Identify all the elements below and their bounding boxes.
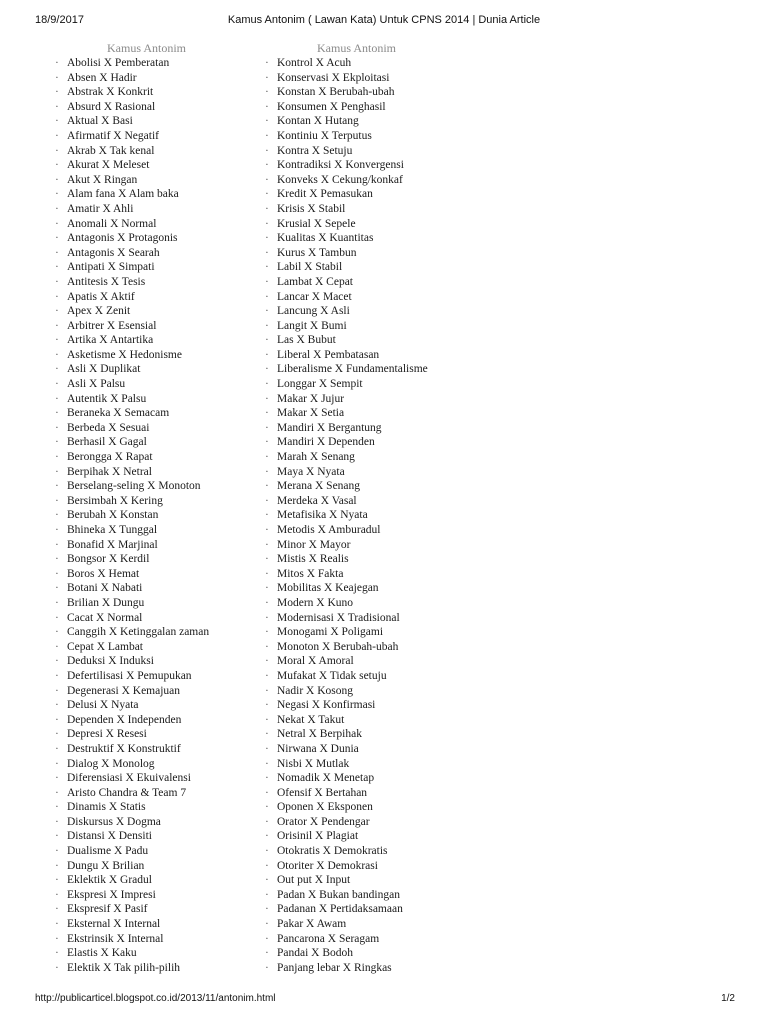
- antonym-entry: · Liberal X Pembatasan: [264, 348, 469, 363]
- antonym-entry: · Merdeka X Vasal: [264, 494, 469, 509]
- antonym-entry: · Krisis X Stabil: [264, 202, 469, 217]
- antonym-entry: · Bhineka X Tunggal: [54, 523, 259, 538]
- antonym-entry: · Monogami X Poligami: [264, 625, 469, 640]
- antonym-entry: · Eksternal X Internal: [54, 917, 259, 932]
- antonym-entry: · Mitos X Fakta: [264, 567, 469, 582]
- antonym-entry: · Mobilitas X Keajegan: [264, 581, 469, 596]
- page-number: 1/2: [721, 993, 735, 1004]
- antonym-entry: · Marah X Senang: [264, 450, 469, 465]
- antonym-entry: · Kontiniu X Terputus: [264, 129, 469, 144]
- antonym-entry: · Krusial X Sepele: [264, 217, 469, 232]
- antonym-entry: · Beraneka X Semacam: [54, 406, 259, 421]
- column-title: Kamus Antonim: [317, 41, 397, 55]
- antonym-entry: · Negasi X Konfirmasi: [264, 698, 469, 713]
- antonym-entry: · Makar X Setia: [264, 406, 469, 421]
- antonym-entry: · Antagonis X Protagonis: [54, 231, 259, 246]
- antonym-entry: · Metafisika X Nyata: [264, 508, 469, 523]
- antonym-entry: · Konsumen X Penghasil: [264, 100, 469, 115]
- antonym-entry: · Liberalisme X Fundamentalisme: [264, 362, 469, 377]
- antonym-entry: · Modernisasi X Tradisional: [264, 611, 469, 626]
- antonym-entry: · Kurus X Tambun: [264, 246, 469, 261]
- antonym-entry: · Dinamis X Statis: [54, 800, 259, 815]
- antonym-entry: · Deduksi X Induksi: [54, 654, 259, 669]
- antonym-entry: · Kontra X Setuju: [264, 144, 469, 159]
- antonym-entry: · Lancar X Macet: [264, 290, 469, 305]
- antonym-entry: · Delusi X Nyata: [54, 698, 259, 713]
- antonym-entry: · Makar X Jujur: [264, 392, 469, 407]
- antonym-entry: · Alam fana X Alam baka: [54, 187, 259, 202]
- antonym-entry: · Modern X Kuno: [264, 596, 469, 611]
- antonym-entry: · Ekstrinsik X Internal: [54, 932, 259, 947]
- antonym-entry: · Afirmatif X Negatif: [54, 129, 259, 144]
- antonym-entry: · Oponen X Eksponen: [264, 800, 469, 815]
- source-url: http://publicarticel.blogspot.co.id/2013/11/antonim.html: [35, 993, 276, 1004]
- antonym-entry: · Amatir X Ahli: [54, 202, 259, 217]
- antonym-entry: · Kualitas X Kuantitas: [264, 231, 469, 246]
- antonym-entry: · Boros X Hemat: [54, 567, 259, 582]
- antonym-entry: · Nekat X Takut: [264, 713, 469, 728]
- antonym-entry: · Minor X Mayor: [264, 538, 469, 553]
- antonym-entry: · Degenerasi X Kemajuan: [54, 684, 259, 699]
- antonym-entry: · Maya X Nyata: [264, 465, 469, 480]
- antonym-entry: · Dependen X Independen: [54, 713, 259, 728]
- antonym-entry: · Anomali X Normal: [54, 217, 259, 232]
- antonym-entry: · Orator X Pendengar: [264, 815, 469, 830]
- antonym-entry: · Otokratis X Demokratis: [264, 844, 469, 859]
- antonym-entry: · Mandiri X Dependen: [264, 435, 469, 450]
- antonym-entry: · Absen X Hadir: [54, 71, 259, 86]
- antonym-entry: · Defertilisasi X Pemupukan: [54, 669, 259, 684]
- antonym-entry: · Depresi X Resesi: [54, 727, 259, 742]
- antonym-entry: · Asli X Palsu: [54, 377, 259, 392]
- antonym-entry: · Diferensiasi X Ekuivalensi: [54, 771, 259, 786]
- antonym-entry: · Akrab X Tak kenal: [54, 144, 259, 159]
- antonym-entry: · Brilian X Dungu: [54, 596, 259, 611]
- column-title: Kamus Antonim: [107, 41, 187, 55]
- antonym-entry: · Monoton X Berubah-ubah: [264, 640, 469, 655]
- antonym-entry: · Ekspresif X Pasif: [54, 902, 259, 917]
- print-date: 18/9/2017: [35, 14, 84, 26]
- antonym-entry: · Distansi X Densiti: [54, 829, 259, 844]
- antonym-entry: · Dualisme X Padu: [54, 844, 259, 859]
- antonym-entry: · Netral X Berpihak: [264, 727, 469, 742]
- antonym-entry: · Abolisi X Pemberatan: [54, 56, 259, 71]
- antonym-entry: · Antitesis X Tesis: [54, 275, 259, 290]
- antonym-entry: · Nisbi X Mutlak: [264, 757, 469, 772]
- antonym-entry: · Dungu X Brilian: [54, 859, 259, 874]
- antonym-entry: · Nirwana X Dunia: [264, 742, 469, 757]
- antonym-entry: · Mandiri X Bergantung: [264, 421, 469, 436]
- antonym-entry: · Autentik X Palsu: [54, 392, 259, 407]
- antonym-entry: · Out put X Input: [264, 873, 469, 888]
- antonym-entry: · Berongga X Rapat: [54, 450, 259, 465]
- antonym-entry: · Lambat X Cepat: [264, 275, 469, 290]
- antonym-entry: · Kontan X Hutang: [264, 114, 469, 129]
- antonym-entry: · Ekspresi X Impresi: [54, 888, 259, 903]
- antonym-entry: · Berbeda X Sesuai: [54, 421, 259, 436]
- antonym-entry: · Canggih X Ketinggalan zaman: [54, 625, 259, 640]
- antonym-entry: · Aktual X Basi: [54, 114, 259, 129]
- antonym-entry: · Pakar X Awam: [264, 917, 469, 932]
- antonym-entry: · Padan X Bukan bandingan: [264, 888, 469, 903]
- antonym-entry: · Arbitrer X Esensial: [54, 319, 259, 334]
- antonym-entry: · Konstan X Berubah-ubah: [264, 85, 469, 100]
- antonym-entry: · Ofensif X Bertahan: [264, 786, 469, 801]
- antonym-entry: · Berubah X Konstan: [54, 508, 259, 523]
- antonym-entry: · Botani X Nabati: [54, 581, 259, 596]
- antonym-entry: · Merana X Senang: [264, 479, 469, 494]
- antonym-column-left: [54, 40, 259, 975]
- antonym-entry: · Elastis X Kaku: [54, 946, 259, 961]
- antonym-entry: · Dialog X Monolog: [54, 757, 259, 772]
- antonym-list: [54, 56, 259, 975]
- antonym-entry: · Destruktif X Konstruktif: [54, 742, 259, 757]
- antonym-entry: · Antagonis X Searah: [54, 246, 259, 261]
- antonym-entry: · Langit X Bumi: [264, 319, 469, 334]
- antonym-entry: · Otoriter X Demokrasi: [264, 859, 469, 874]
- antonym-entry: · Kontradiksi X Konvergensi: [264, 158, 469, 173]
- antonym-entry: · Berselang-seling X Monoton: [54, 479, 259, 494]
- antonym-entry: · Asketisme X Hedonisme: [54, 348, 259, 363]
- antonym-entry: · Apatis X Aktif: [54, 290, 259, 305]
- antonym-entry: · Longgar X Sempit: [264, 377, 469, 392]
- antonym-entry: · Bongsor X Kerdil: [54, 552, 259, 567]
- antonym-entry: · Padanan X Pertidaksamaan: [264, 902, 469, 917]
- antonym-entry: · Konservasi X Ekploitasi: [264, 71, 469, 86]
- antonym-entry: · Akurat X Meleset: [54, 158, 259, 173]
- antonym-entry: · Cacat X Normal: [54, 611, 259, 626]
- antonym-entry: · Akut X Ringan: [54, 173, 259, 188]
- antonym-entry: · Orisinil X Plagiat: [264, 829, 469, 844]
- antonym-entry: · Konveks X Cekung/konkaf: [264, 173, 469, 188]
- antonym-entry: · Elektik X Tak pilih-pilih: [54, 961, 259, 976]
- antonym-list: [264, 56, 469, 975]
- antonym-entry: · Asli X Duplikat: [54, 362, 259, 377]
- antonym-entry: · Pandai X Bodoh: [264, 946, 469, 961]
- antonym-entry: · Artika X Antartika: [54, 333, 259, 348]
- antonym-entry: · Antipati X Simpati: [54, 260, 259, 275]
- antonym-entry: · Bersimbah X Kering: [54, 494, 259, 509]
- antonym-entry: · Berhasil X Gagal: [54, 435, 259, 450]
- antonym-entry: · Diskursus X Dogma: [54, 815, 259, 830]
- antonym-entry: · Eklektik X Gradul: [54, 873, 259, 888]
- antonym-entry: · Labil X Stabil: [264, 260, 469, 275]
- antonym-entry: · Nomadik X Menetap: [264, 771, 469, 786]
- antonym-entry: · Mistis X Realis: [264, 552, 469, 567]
- antonym-entry: · Las X Bubut: [264, 333, 469, 348]
- antonym-entry: · Metodis X Amburadul: [264, 523, 469, 538]
- antonym-entry: · Apex X Zenit: [54, 304, 259, 319]
- antonym-entry: · Absurd X Rasional: [54, 100, 259, 115]
- antonym-entry: · Abstrak X Konkrit: [54, 85, 259, 100]
- antonym-entry: · Berpihak X Netral: [54, 465, 259, 480]
- antonym-entry: · Aristo Chandra & Team 7: [54, 786, 259, 801]
- antonym-entry: · Bonafid X Marjinal: [54, 538, 259, 553]
- antonym-entry: · Panjang lebar X Ringkas: [264, 961, 469, 976]
- antonym-entry: · Kontrol X Acuh: [264, 56, 469, 71]
- antonym-entry: · Lancung X Asli: [264, 304, 469, 319]
- page-title: Kamus Antonim ( Lawan Kata) Untuk CPNS 2014 | Dunia Article: [227, 14, 541, 26]
- antonym-entry: · Moral X Amoral: [264, 654, 469, 669]
- antonym-entry: · Kredit X Pemasukan: [264, 187, 469, 202]
- antonym-entry: · Cepat X Lambat: [54, 640, 259, 655]
- antonym-column-right: [264, 40, 469, 975]
- antonym-entry: · Nadir X Kosong: [264, 684, 469, 699]
- antonym-entry: · Mufakat X Tidak setuju: [264, 669, 469, 684]
- antonym-entry: · Pancarona X Seragam: [264, 932, 469, 947]
